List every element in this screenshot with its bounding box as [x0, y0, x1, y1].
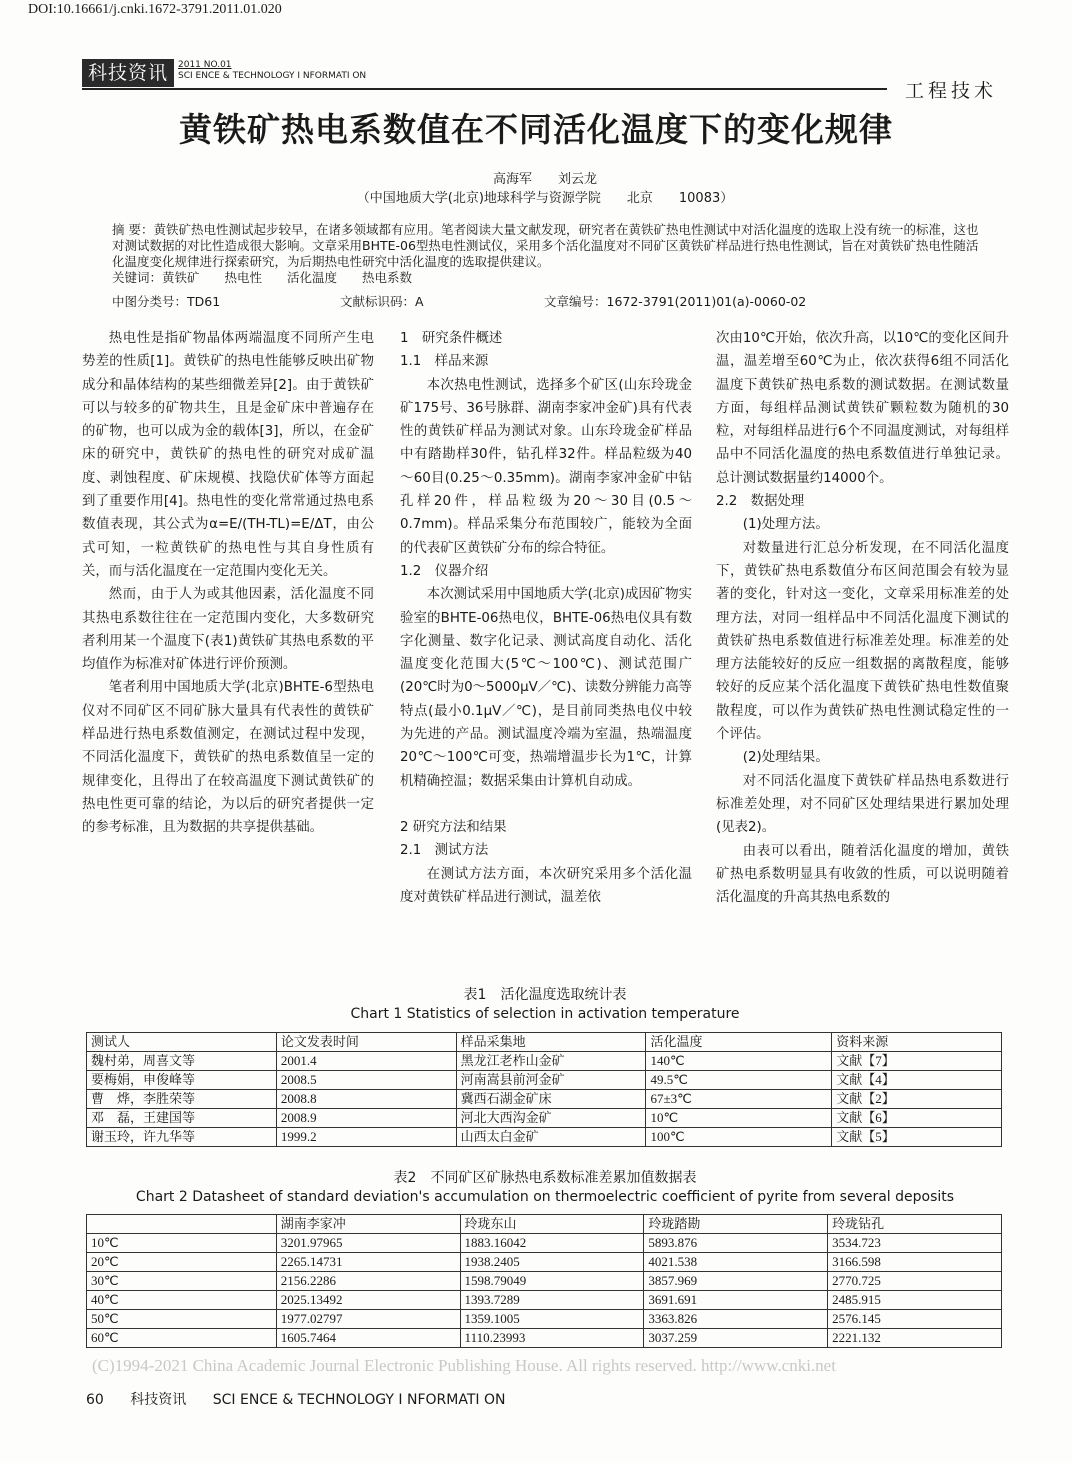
- table-cell: 1393.7289: [460, 1291, 644, 1310]
- paragraph: 然而，由于人为或其他因素，活化温度不同其热电系数往往在一定范围内变化，大多数研究者利用某一个温度下(表1)黄铁矿其热电系数的平均值作为标准对矿体进行评价预测。: [82, 587, 374, 673]
- table-row: [87, 1071, 1002, 1090]
- table-header-row: [87, 1215, 1002, 1234]
- table-cell: 黑龙江老柞山金矿: [456, 1052, 646, 1071]
- footer-journal-cn: 科技资讯: [130, 1392, 187, 1408]
- table1-caption-cn: 表1 活化温度选取统计表: [463, 987, 627, 1003]
- paragraph: 对数量进行汇总分析发现，在不同活化温度下，黄铁矿热电系数值分布区间范围会有较为显著的变化，针对这一变化，文章采用标准差的处理方法，对同一组样品中不同活化温度下测试的黄铁矿热电系数值进行标准差处理。标准差的处理方法能较好的反应一组数据的离散程度，能够较好的反应某个活化温度下黄铁矿热电性数值聚散程度，可以作为黄铁矿热电性测试稳定性的一个评估。: [716, 540, 1009, 743]
- subsection-heading-2-1: 2.1 测试方法: [400, 843, 489, 859]
- document-code: 文献标识码：A: [340, 294, 424, 309]
- clc-number: 中图分类号：TD61: [112, 294, 221, 309]
- table-cell: 50℃: [87, 1310, 277, 1329]
- table-row: [87, 1234, 1002, 1253]
- paragraph: 本次热电性测试，选择多个矿区(山东玲珑金矿175号、36号脉群、湖南李家冲金矿)具有代表性的黄铁矿样品为测试对象。山东玲珑金矿样品中有踏勘样30件，钻孔样32件。样品粒级为40～60目(0.25～0.35mm)。湖南李家冲金矿中钻孔样20件，样品粒级为20～30目(0.5～0.7mm)。样品采集分布范围较广，能较为全面的代表矿区黄铁矿分布的综合特征。: [400, 377, 692, 556]
- paragraph: 次由10℃开始，依次升高，以10℃的变化区间升温，温差增至60℃为止，依次获得6组不同活化温度下黄铁矿热电系数的测试数据。在测试数量方面，每组样品测试黄铁矿颗粒数为随机的30粒，对每组样品进行6个不同温度测试，对每组样品中不同活化温度的热电系数值进行单独记录。总计测试数据量约14000个。: [716, 331, 1009, 486]
- table-row: [87, 1052, 1002, 1071]
- paragraph: 对不同活化温度下黄铁矿样品热电系数进行标准差处理，对不同矿区处理结果进行累加处理(见表2)。: [716, 773, 1009, 836]
- footer-journal-en: SCI ENCE & TECHNOLOGY I NFORMATI ON: [212, 1392, 506, 1408]
- table-cell: 2221.132: [828, 1329, 1002, 1348]
- table-cell: 2770.725: [828, 1272, 1002, 1291]
- table-cell: 河北大西沟金矿: [456, 1109, 646, 1128]
- paragraph: 热电性是指矿物晶体两端温度不同所产生电势差的性质[1]。黄铁矿的热电性能够反映出矿物成分和晶体结构的某些细微差异[2]。由于黄铁矿可以与较多的矿物共生，且是金矿床中普遍存在的矿物，也可以成为金的载体[3]，所以，在金矿床的研究中，黄铁矿的热电性的研究对成矿温度、剥蚀程度、矿床规模、找隐伏矿体等方面起到了重要作用[4]。热电性的变化常常通过热电系数值表现，其公式为α=E/(TH-TL)=E/ΔT，由公式可知，一粒黄铁矿的热电性与其自身性质有关，而与活化温度在一定范围内变化无关。: [82, 331, 374, 579]
- table-cell: 文献【6】: [832, 1109, 1002, 1128]
- table-cell: 3691.691: [644, 1291, 828, 1310]
- table-cell: 49.5℃: [646, 1071, 832, 1090]
- table-cell: 2576.145: [828, 1310, 1002, 1329]
- table-cell: 4021.538: [644, 1253, 828, 1272]
- table-cell: 2008.9: [276, 1109, 456, 1128]
- table-cell: 60℃: [87, 1329, 277, 1348]
- table-header-cell: 测试人: [87, 1033, 277, 1052]
- table-header-cell: 玲珑东山: [460, 1215, 644, 1234]
- table-header-cell: 资料来源: [832, 1033, 1002, 1052]
- table-row: [87, 1329, 1002, 1348]
- abstract-text: 黄铁矿热电性测试起步较早，在诸多领域都有应用。笔者阅读大量文献发现，研究者在黄铁矿热电性测试中对活化温度的选取上没有统一的标准，这也对测试数据的对比性造成很大影响。文章采用BHTE-06型热电性测试仪，采用多个活化温度对不同矿区黄铁矿样品进行热电性测试，旨在对黄铁矿热电性随活化温度变化规律进行探索研究，为后期热电性研究中活化温度的选取提供建议。: [112, 222, 979, 269]
- table-cell: 3363.826: [644, 1310, 828, 1329]
- section-heading-1: 1 研究条件概述: [400, 331, 503, 346]
- table-cell: 3166.598: [828, 1253, 1002, 1272]
- subsection-heading-2-2: 2.2 数据处理: [716, 494, 805, 510]
- table-cell: 3534.723: [828, 1234, 1002, 1253]
- author-affiliation: （中国地质大学(北京)地球科学与资源学院 北京 10083）: [356, 191, 734, 206]
- table-cell: 文献【2】: [832, 1090, 1002, 1109]
- table-cell: 3201.97965: [276, 1234, 460, 1253]
- paragraph: 本次测试采用中国地质大学(北京)成因矿物实验室的BHTE-06热电仪，BHTE-06热电仪具有数字化测量、数字化记录、测试高度自动化、活化温度变化范围大(5℃～100℃)、测试范围广(20℃时为0～5000μV／℃)、读数分辨能力高等特点(最小0.1μV／℃)，是目前同类热电仪中较为先进的产品。测试温度冷端为室温，热端温度20℃～100℃可变，热端增温步长为1℃，计算机精确控温；数据采集由计算机自动成。: [400, 587, 692, 789]
- table-header-cell: 样品采集地: [456, 1033, 646, 1052]
- body-column-3: [716, 327, 1009, 909]
- table-cell: 2485.915: [828, 1291, 1002, 1310]
- table-cell: 140℃: [646, 1052, 832, 1071]
- table-cell: 3037.259: [644, 1329, 828, 1348]
- table-cell: 邓 磊，王建国等: [87, 1109, 277, 1128]
- table-row: [87, 1109, 1002, 1128]
- table-cell: 1605.7464: [276, 1329, 460, 1348]
- table-cell: 2265.14731: [276, 1253, 460, 1272]
- table-cell: 1938.2405: [460, 1253, 644, 1272]
- table-cell: 1883.16042: [460, 1234, 644, 1253]
- doi-line: DOI:10.16661/j.cnki.1672-3791.2011.01.020: [28, 2, 282, 17]
- paragraph: (2)处理结果。: [742, 750, 829, 766]
- header-divider: [82, 88, 887, 90]
- table-header-cell: 湖南李家冲: [276, 1215, 460, 1234]
- table-cell: 要梅娟，申俊峰等: [87, 1071, 277, 1090]
- table-cell: 2025.13492: [276, 1291, 460, 1310]
- table-cell: 5893.876: [644, 1234, 828, 1253]
- table-cell: 2001.4: [276, 1052, 456, 1071]
- table-cell: 文献【5】: [832, 1128, 1002, 1147]
- paragraph: 在测试方法方面，本次研究采用多个活化温度对黄铁矿样品进行测试，温差依: [400, 866, 692, 905]
- table-cell: 10℃: [87, 1234, 277, 1253]
- table-header-cell: 活化温度: [646, 1033, 832, 1052]
- body-column-1: [82, 327, 374, 840]
- table-cell: 3857.969: [644, 1272, 828, 1291]
- table-cell: 2008.5: [276, 1071, 456, 1090]
- table-header-cell: 玲珑踏勘: [644, 1215, 828, 1234]
- section-heading-2: 2 研究方法和结果: [400, 819, 507, 835]
- table-cell: 河南嵩县前河金矿: [456, 1071, 646, 1090]
- issue-number: 2011 NO.01: [178, 60, 232, 70]
- table2-caption-en: Chart 2 Datasheet of standard deviation's accumulation on thermoelectric coefficient of pyrite from several deposits: [135, 1189, 955, 1205]
- abstract-label: 摘 要：: [112, 222, 154, 237]
- body-column-2: [400, 327, 692, 909]
- journal-logo: 科技资讯: [82, 59, 174, 87]
- table-cell: 10℃: [646, 1109, 832, 1128]
- page-number: 60: [86, 1392, 104, 1408]
- paragraph: (1)处理方法。: [742, 517, 829, 533]
- table-header-cell: 论文发表时间: [276, 1033, 456, 1052]
- paragraph: 笔者利用中国地质大学(北京)BHTE-6型热电仪对不同矿区不同矿脉大量具有代表性的黄铁矿样品进行热电系数值测定，在测试过程中发现，不同活化温度下，黄铁矿的热电系数值呈一定的规律变化，且得出了在较高温度下测试黄铁矿的热电性更可靠的结论，为以后的研究者提供一定的参考标准，且为数据的共享提供基础。: [82, 680, 374, 836]
- table-cell: 文献【7】: [832, 1052, 1002, 1071]
- table-row: [87, 1272, 1002, 1291]
- table-cell: 1359.1005: [460, 1310, 644, 1329]
- section-label: 工程技术: [905, 80, 998, 102]
- journal-issue-block: [178, 60, 366, 82]
- table2-caption: [0, 1169, 1072, 1207]
- table2-caption-cn: 表2 不同矿区矿脉热电系数标准差累加值数据表: [393, 1170, 697, 1186]
- table-cell: 2156.2286: [276, 1272, 460, 1291]
- table-cell: 1977.02797: [276, 1310, 460, 1329]
- table2: [86, 1214, 1002, 1348]
- table-row: [87, 1291, 1002, 1310]
- table-header-cell: 玲珑钻孔: [828, 1215, 1002, 1234]
- table-cell: 1598.79049: [460, 1272, 644, 1291]
- table-cell: 谢玉玲，许九华等: [87, 1128, 277, 1147]
- paragraph: 由表可以看出，随着活化温度的增加，黄铁矿热电系数明显具有收敛的性质，可以说明随着活化温度的升高其热电系数的: [716, 843, 1009, 906]
- table-cell: 魏村弟，周喜文等: [87, 1052, 277, 1071]
- table-cell: 冀西石湖金矿床: [456, 1090, 646, 1109]
- article-authors: 高海军 刘云龙: [492, 172, 597, 187]
- table-cell: 100℃: [646, 1128, 832, 1147]
- table-cell: 山西太白金矿: [456, 1128, 646, 1147]
- table-cell: 30℃: [87, 1272, 277, 1291]
- article-title: 黄铁矿热电系数值在不同活化温度下的变化规律: [179, 110, 893, 149]
- table-cell: 1999.2: [276, 1128, 456, 1147]
- abstract: [112, 222, 984, 286]
- table-row: [87, 1253, 1002, 1272]
- table1: [86, 1032, 1002, 1147]
- table-cell: 文献【4】: [832, 1071, 1002, 1090]
- article-number: 文章编号：1672-3791(2011)01(a)-0060-02: [544, 294, 807, 309]
- table-cell: 曹 烨，李胜荣等: [87, 1090, 277, 1109]
- subsection-heading-1-1: 1.1 样品来源: [400, 354, 489, 370]
- table-cell: 20℃: [87, 1253, 277, 1272]
- table-header-cell: [87, 1215, 277, 1234]
- table1-caption: [0, 986, 1072, 1024]
- table-row: [87, 1128, 1002, 1147]
- table-cell: 67±3℃: [646, 1090, 832, 1109]
- page-footer: [86, 1389, 527, 1409]
- subsection-heading-1-2: 1.2 仪器介绍: [400, 563, 489, 579]
- table-row: [87, 1310, 1002, 1329]
- table-header-row: [87, 1033, 1002, 1052]
- keywords: 关键词：黄铁矿 热电性 活化温度 热电系数: [112, 270, 413, 285]
- table-cell: 40℃: [87, 1291, 277, 1310]
- copyright-watermark: (C)1994-2021 China Academic Journal Electronic Publishing House. All rights reserved. http://www.cnki.net: [92, 1356, 836, 1375]
- table1-caption-en: Chart 1 Statistics of selection in activation temperature: [350, 1006, 740, 1022]
- table-cell: 2008.8: [276, 1090, 456, 1109]
- journal-english-name: SCI ENCE & TECHNOLOGY I NFORMATI ON: [178, 71, 367, 81]
- table-row: [87, 1090, 1002, 1109]
- table-cell: 1110.23993: [460, 1329, 644, 1348]
